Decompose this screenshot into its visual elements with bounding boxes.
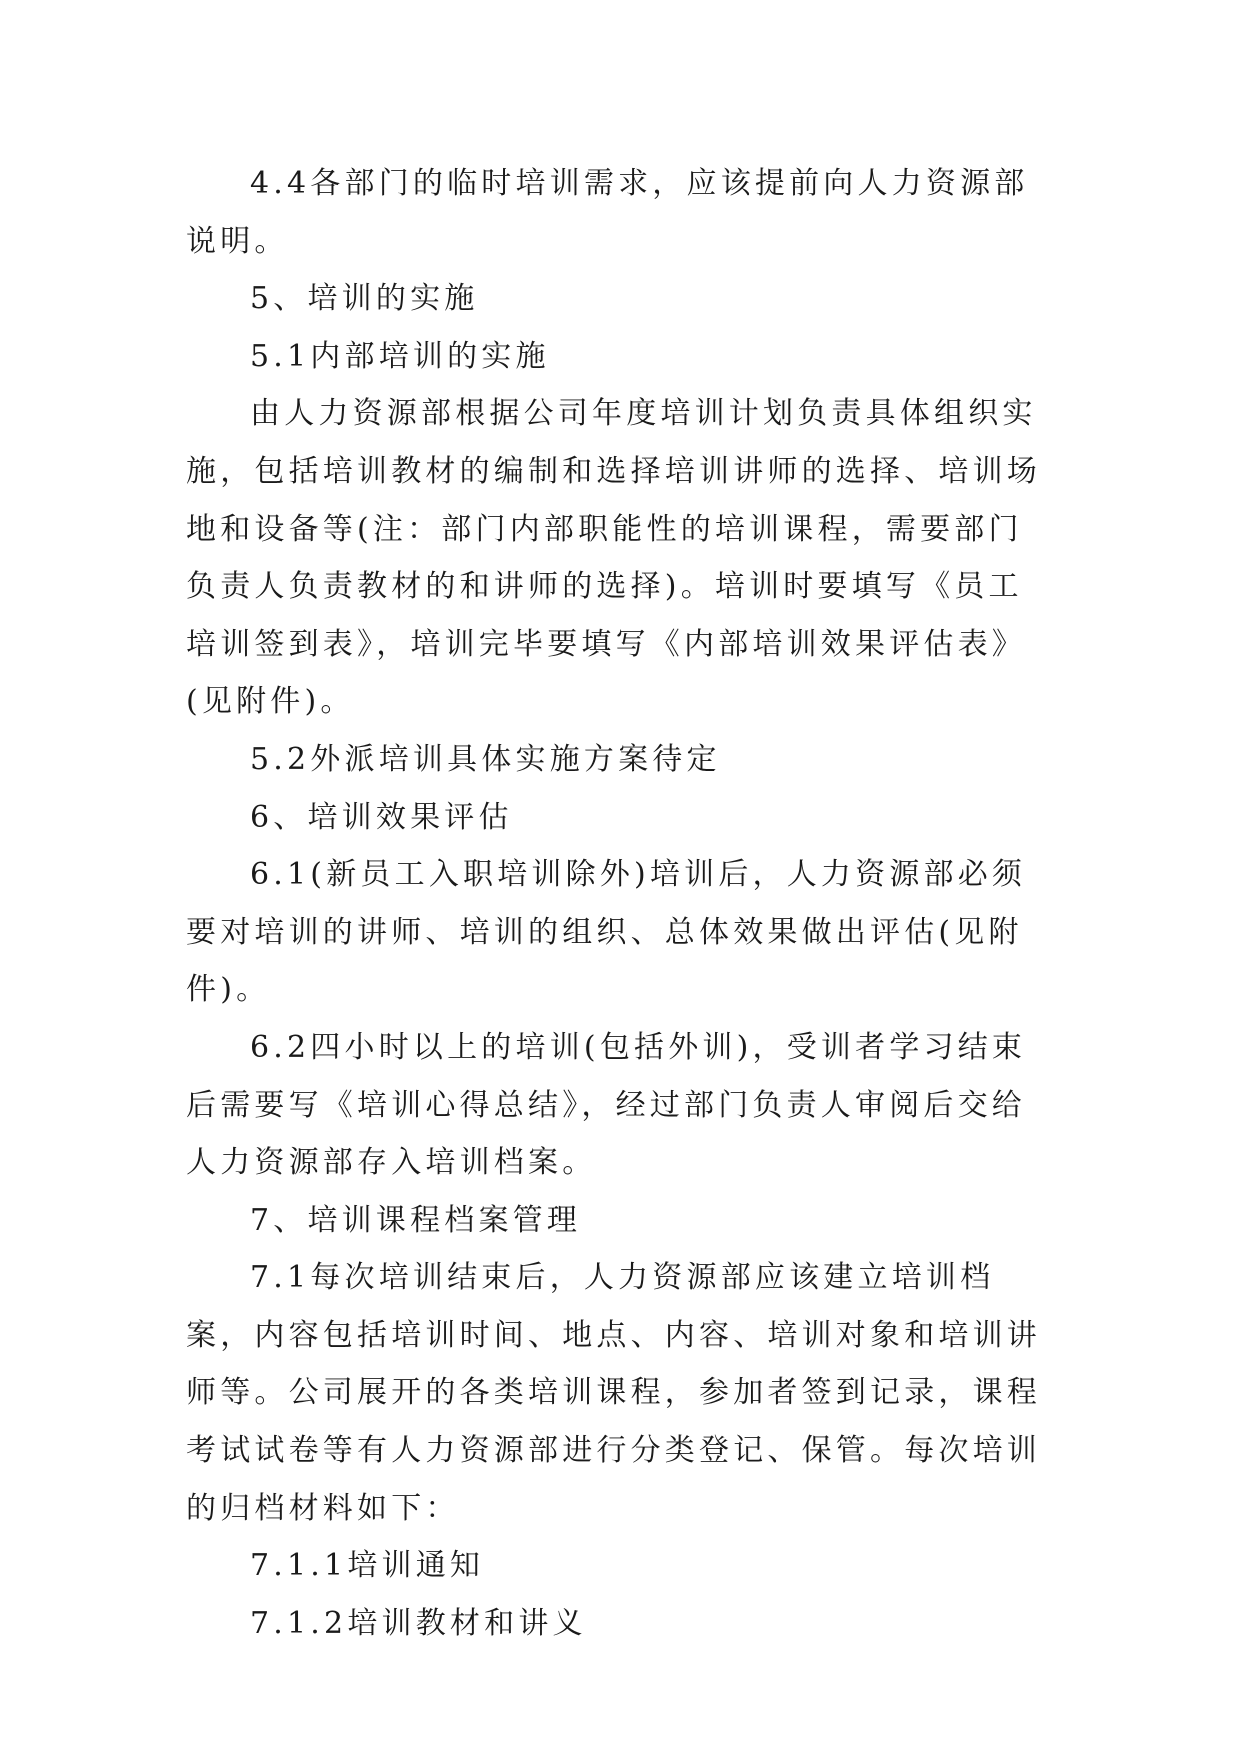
paragraph-6-1-evaluation: 6.1(新员工入职培训除外)培训后，人力资源部必须要对培训的讲师、培训的组织、总体效果做出评估(见附件)。 (186, 857, 1027, 1008)
paragraph-7-1-archive-details: 7.1每次培训结束后，人力资源部应该建立培训档案，内容包括培训时间、地点、内容、培训对象和培训讲师等。公司展开的各类培训课程，参加者签到记录，课程考试试卷等有人力资源部进行分类登记、保管。每次培训的归档材料如下： (186, 1260, 1041, 1526)
heading-5-1-internal-training: 5.1内部培训的实施 (250, 338, 550, 374)
paragraph-5-2-external-training: 5.2外派培训具体实施方案待定 (250, 741, 721, 777)
paragraph-4-4-training-needs: 4.4各部门的临时培训需求，应该提前向人力资源部说明。 (186, 166, 1029, 259)
heading-5-training-implementation: 5、培训的实施 (250, 281, 479, 317)
paragraph-internal-training-details: 由人力资源部根据公司年度培训计划负责具体组织实施，包括培训教材的编制和选择培训讲师的选择、培训场地和设备等(注：部门内部职能性的培训课程，需要部门负责人负责教材的和讲师的选择)。培训时要填写《员工培训签到表》，培训完毕要填写《内部培训效果评估表》(见附件)。 (186, 396, 1041, 720)
list-item-7-1-1-training-notice: 7.1.1培训通知 (250, 1548, 485, 1584)
list-item-7-1-2-training-materials: 7.1.2培训教材和讲义 (250, 1605, 587, 1641)
document-body (186, 155, 1054, 1652)
heading-6-training-evaluation: 6、培训效果评估 (250, 799, 513, 835)
heading-7-course-archive-management: 7、培训课程档案管理 (250, 1202, 582, 1238)
paragraph-6-2-summary-report: 6.2四小时以上的培训(包括外训)，受训者学习结束后需要写《培训心得总结》，经过部门负责人审阅后交给人力资源部存入培训档案。 (186, 1029, 1027, 1181)
